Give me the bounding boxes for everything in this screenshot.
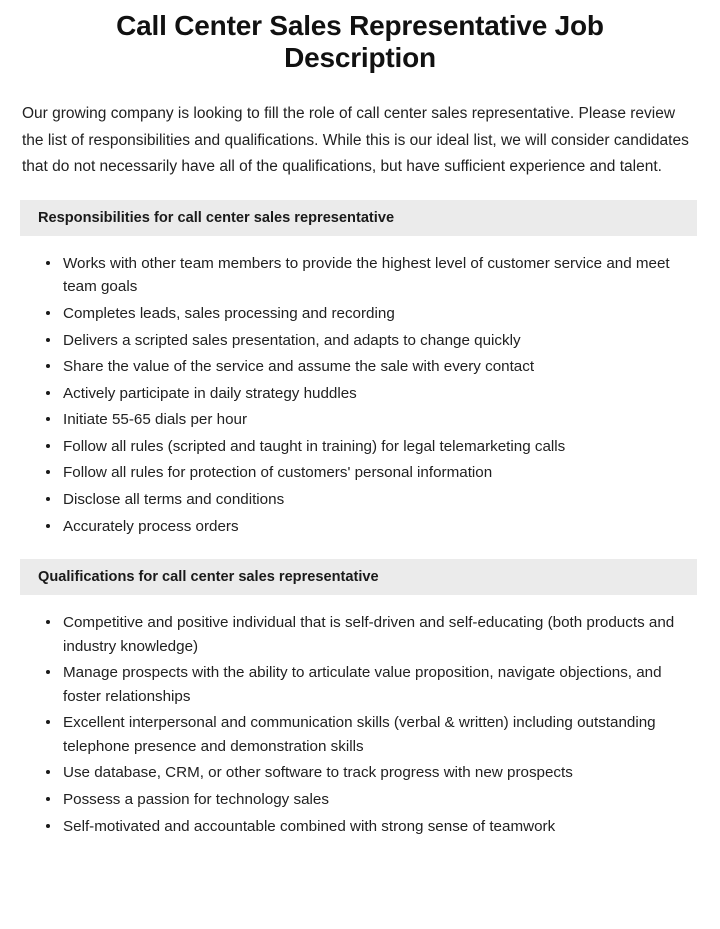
list-item: Accurately process orders	[46, 515, 696, 539]
page-title: Call Center Sales Representative Job Description	[116, 10, 604, 74]
responsibilities-heading-label: Responsibilities for call center sales representative	[38, 209, 395, 226]
list-item: Manage prospects with the ability to articulate value proposition, navigate objections, and foster relationships	[46, 661, 696, 708]
qualifications-section	[0, 559, 720, 838]
list-item: Follow all rules for protection of customers' personal information	[46, 461, 696, 485]
list-item: Self-motivated and accountable combined with strong sense of teamwork	[46, 815, 696, 839]
list-item: Follow all rules (scripted and taught in training) for legal telemarketing calls	[46, 435, 696, 459]
list-item: Possess a passion for technology sales	[46, 788, 696, 812]
list-item: Share the value of the service and assume the sale with every contact	[46, 355, 696, 379]
qualifications-heading-label: Qualifications for call center sales representative	[38, 569, 379, 586]
list-item: Excellent interpersonal and communication skills (verbal & written) including outstanding telephone presence and demonstration skills	[46, 711, 696, 758]
list-item: Initiate 55-65 dials per hour	[46, 408, 696, 432]
intro-paragraph: Our growing company is looking to fill the role of call center sales representative. Please review the list of responsibilities and qualifications. While this is our ideal list, we will consider candidates that do not necessarily have all of the qualifications, but have sufficient experience and talent.	[22, 104, 689, 176]
responsibilities-section-header	[20, 200, 697, 236]
list-item: Completes leads, sales processing and recording	[46, 302, 696, 326]
list-item: Disclose all terms and conditions	[46, 488, 696, 512]
qualifications-section-header	[20, 559, 697, 595]
list-item: Actively participate in daily strategy huddles	[46, 382, 696, 406]
list-item: Competitive and positive individual that is self-driven and self-educating (both products and industry knowledge)	[46, 611, 696, 658]
responsibilities-list	[0, 236, 720, 538]
list-item: Use database, CRM, or other software to track progress with new prospects	[46, 761, 696, 785]
responsibilities-section	[0, 200, 720, 538]
list-item: Delivers a scripted sales presentation, and adapts to change quickly	[46, 329, 696, 353]
qualifications-list	[0, 595, 720, 838]
list-item: Works with other team members to provide the highest level of customer service and meet team goals	[46, 252, 696, 299]
